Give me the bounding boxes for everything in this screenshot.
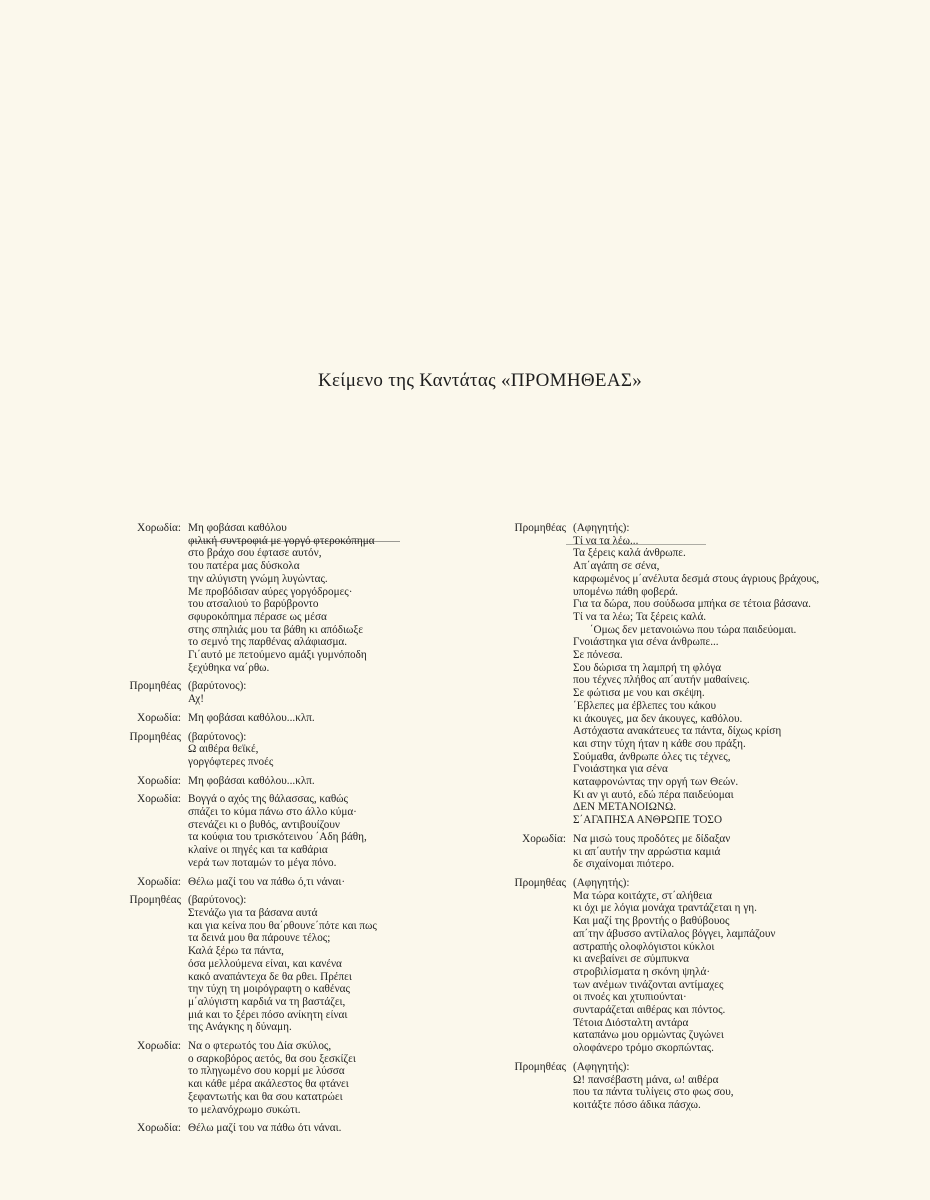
verse-line: (βαρύτονος): (188, 894, 247, 907)
verse-line: νερά των ποταμών το μέγα πόνο. (188, 856, 337, 869)
verse-line: Μη φοβάσαι καθόλου (188, 522, 287, 534)
verse-block (108, 1040, 468, 1116)
verse-line: το μελανόχρωμο συκώτι. (188, 1103, 301, 1116)
verse-line: Στενάζω για τα βάσανα αυτά (188, 906, 318, 919)
speaker-label: Χορωδία: (137, 774, 181, 787)
speaker-label: Χορωδία: (137, 875, 181, 888)
verse-line: Και μαζί της βροντής ο βαθύβουος (573, 915, 730, 928)
verse-text (188, 731, 468, 769)
verse-block (108, 876, 468, 889)
verse-block (108, 712, 468, 725)
verse-text (188, 894, 468, 1034)
verse-line: κι όχι με λόγια μονάχα τραντάζεται η γη. (573, 902, 757, 915)
verse-line: Σούμαθα, άνθρωπε όλες τις τέχνες, (573, 750, 731, 763)
verse-line: μ΄αλύγιστη καρδιά να τη βαστάζει, (188, 995, 346, 1008)
speaker-label: Χορωδία: (137, 711, 181, 724)
verse-text (573, 877, 910, 1055)
verse-line: Να μισώ τους προδότες με δίδαξαν (573, 832, 731, 845)
verse-text (573, 522, 910, 827)
speaker-label: Χορωδία: (137, 1040, 181, 1053)
speaker-label: Προμηθέας (129, 680, 181, 693)
verse-line: που τέχνες πλήθος απ΄αυτήν μαθαίνεις. (573, 674, 750, 687)
verse-line: του πατέρα μας δύσκολα (188, 560, 300, 573)
verse-line: την αλύγιστη γνώμη λυγώντας. (188, 572, 328, 585)
verse-line: τα δεινά μου θα πάρουνε τέλος; (188, 932, 331, 945)
verse-line: Με προβόδισαν αύρες γοργόδρομες· (188, 585, 353, 598)
verse-line: Καλά ξέρω τα πάντα, (188, 945, 284, 958)
verse-line: Τί να τα λέω... (573, 534, 639, 547)
verse-line: Κι αν γι αυτό, εδώ πέρα παιδεύομαι (573, 788, 734, 801)
speaker-label: Προμηθέας (514, 522, 566, 534)
verse-block (490, 877, 910, 1055)
verse-block (490, 833, 910, 871)
verse-line: γοργόφτερες πνοές (188, 755, 274, 768)
verse-line: μιά και το ξέρει πόσο ανίκητη είναι (188, 1008, 348, 1021)
verse-line: φιλική συντροφιά με γοργό φτεροκόπημα (188, 534, 375, 547)
speaker-label: Χορωδία: (137, 793, 181, 806)
verse-text (188, 680, 468, 705)
verse-line: δε σιχαίνομαι πιότερο. (573, 858, 675, 871)
verse-line: στενάζει κι ο βυθός, αντιβουίζουν (188, 818, 340, 831)
verse-line: Σε πόνεσα. (573, 649, 623, 662)
verse-line: Σου δώρισα τη λαμπρή τη φλόγα (573, 661, 722, 674)
verse-line: σπάζει το κύμα πάνω στο άλλο κύμα· (188, 806, 357, 819)
verse-line: ξεφαντωτής και θα σου κατατρώει (188, 1090, 343, 1103)
verse-block (108, 522, 468, 674)
verse-line: στης σπηλιάς μου τα βάθη κι απόδιωξε (188, 623, 364, 636)
verse-line: ΔΕΝ ΜΕΤΑΝΟΙΩΝΩ. (573, 801, 677, 814)
speaker-label: Χορωδία: (137, 1122, 181, 1135)
verse-line: ΄Εβλεπες μα έβλεπες του κάκου (573, 699, 717, 712)
verse-line: Θέλω μαζί του να πάθω ότι νάναι. (188, 1122, 342, 1135)
verse-text (188, 876, 468, 889)
verse-text (188, 775, 468, 788)
verse-line: Σ΄ΑΓΑΠΗΣΑ ΑΝΘΡΩΠΕ ΤΟΣΟ (573, 814, 723, 827)
verse-line: όσα μελλούμενα είναι, και κανένα (188, 957, 342, 970)
verse-line: την τύχη τη μοιρόγραφτη ο καθένας (188, 983, 350, 996)
verse-line: καταφρονώντας την οργή των Θεών. (573, 776, 739, 789)
verse-line: Αστόχαστα ανακάτευες τα πάντα, δίχως κρίση (573, 725, 782, 738)
verse-line: Γνοιάστηκα για σένα άνθρωπε... (573, 636, 719, 649)
verse-line: κοιτάξτε πόσο άδικα πάσχω. (573, 1098, 701, 1111)
verse-line: κι άκουγες, μα δεν άκουγες, καθόλου. (573, 712, 743, 725)
verse-line: καρφωμένος μ΄ανέλυτα δεσμά στους άγριους βράχους, (573, 572, 820, 585)
verse-line: Βογγά ο αχός της θάλασσας, καθώς (188, 793, 348, 806)
verse-text (573, 1061, 910, 1112)
verse-line: Αχ! (188, 693, 204, 706)
verse-line: και για κείνα που θα΄ρθουνε΄πότε και πως (188, 919, 377, 932)
speaker-label: Προμηθέας (514, 1060, 566, 1073)
verse-line: Τέτοια Διόσταλτη αντάρα (573, 1016, 689, 1029)
verse-line: Ω! πανσέβαστη μάνα, ω! αιθέρα (573, 1073, 719, 1086)
verse-line: ο σαρκοβόρος αετός, θα σου ξεσκίζει (188, 1052, 356, 1065)
verse-line: Να ο φτερωτός του Δία σκύλος, (188, 1040, 332, 1053)
verse-line: κλαίνε οι πηγές και τα καθάρια (188, 844, 328, 857)
verse-line: Γνοιάστηκα για σένα (573, 763, 668, 776)
verse-line: καταπάνω μου ορμώντας ζυγώνει (573, 1029, 724, 1042)
speaker-label: Χορωδία: (137, 522, 181, 534)
verse-line: (Αφηγητής): (573, 522, 630, 534)
verse-block (108, 680, 468, 705)
verse-block (108, 894, 468, 1034)
left-column (108, 522, 468, 1141)
verse-line: Τα ξέρεις καλά άνθρωπε. (573, 547, 686, 560)
verse-line: και κάθε μέρα ακάλεστος θα φτάνει (188, 1078, 349, 1091)
verse-line: ολοφάνερο τρόμο σκορπώντας. (573, 1042, 714, 1055)
verse-line: συνταράζεται αιθέρας και πόντος. (573, 1004, 726, 1017)
verse-line: Απ΄αγάπη σε σένα, (573, 560, 660, 573)
page-title: Κείμενο της Καντάτας «ΠΡΟΜΗΘΕΑΣ» (317, 370, 642, 391)
verse-block (108, 775, 468, 788)
verse-line: τα κούφια του τρισκότεινου ΄Αδη βάθη, (188, 831, 367, 844)
verse-line: στο βράχο σου έφτασε αυτόν, (188, 547, 322, 560)
verse-line: του ατσαλιού το βαρύβροντο (188, 598, 319, 611)
verse-block (490, 1061, 910, 1112)
verse-line: ξεχύθηκα να΄ρθω. (188, 661, 270, 674)
verse-line: το πληγωμένο σου κορμί με λύσσα (188, 1065, 345, 1078)
verse-line: της Ανάγκης η δύναμη. (188, 1021, 292, 1034)
verse-line: Για τα δώρα, που σούδωσα μπήκα σε τέτοια βάσανα. (573, 598, 811, 611)
verse-line: κι ανεβαίνει σε σύμπυκνα (573, 953, 690, 966)
speaker-label: Χορωδία: (522, 832, 566, 845)
verse-line: Μη φοβάσαι καθόλου...κλπ. (188, 711, 315, 724)
verse-block (108, 1122, 468, 1135)
verse-line: (βαρύτονος): (188, 730, 247, 743)
verse-line: Μη φοβάσαι καθόλου...κλπ. (188, 774, 315, 787)
verse-block (490, 522, 910, 827)
verse-text (188, 1122, 468, 1135)
verse-line: υπομένω πάθη φοβερά. (573, 585, 678, 598)
verse-line: Τί να τα λέω; Τα ξέρεις καλά. (573, 610, 707, 623)
verse-line: που τα πάντα τυλίγεις στο φως σου, (573, 1086, 734, 1099)
verse-line: οι πνοές και χτυπιούνται· (573, 991, 687, 1004)
verse-line: το σεμνό της παρθένας αλάφιασμα. (188, 636, 348, 649)
verse-line: απ΄την άβυσσο αντίλαλος βόγγει, λαμπάζουν (573, 927, 776, 940)
speaker-label: Προμηθέας (129, 894, 181, 907)
verse-line: και στην τύχη ήταν η κάθε σου πράξη. (573, 737, 746, 750)
verse-block (108, 793, 468, 869)
verse-line: σφυροκόπημα πέρασε ως μέσα (188, 610, 327, 623)
verse-line: ΄Ομως δεν μετανοιώνω που τώρα παιδεύομαι. (573, 623, 797, 636)
verse-text (188, 522, 468, 674)
verse-line: (Αφηγητής): (573, 876, 630, 889)
verse-text (573, 833, 910, 871)
verse-text (188, 712, 468, 725)
right-column (490, 522, 910, 1118)
verse-block (108, 731, 468, 769)
verse-line: (Αφηγητής): (573, 1060, 630, 1073)
verse-line: (βαρύτονος): (188, 680, 247, 693)
verse-line: αστραπής ολοφλόγιστοι κύκλοι (573, 940, 715, 953)
verse-line: Ω αιθέρα θεϊκέ, (188, 743, 259, 756)
verse-line: στροβιλίσματα η σκόνη ψηλά· (573, 965, 711, 978)
speaker-label: Προμηθέας (514, 876, 566, 889)
verse-text (188, 793, 468, 869)
verse-line: Γι΄αυτό με πετούμενο αμάξι γυμνόποδη (188, 649, 367, 662)
verse-line: κι απ΄αυτήν την αρρώστια καμιά (573, 845, 721, 858)
verse-line: Σε φώτισα με νου και σκέψη. (573, 687, 705, 700)
verse-line: Μα τώρα κοιτάχτε, στ΄αλήθεια (573, 889, 713, 902)
verse-line: κακό αναπάντεχα δε θα ρθει. Πρέπει (188, 970, 352, 983)
verse-text (188, 1040, 468, 1116)
speaker-label: Προμηθέας (129, 730, 181, 743)
verse-line: Θέλω μαζί του να πάθω ό,τι νάναι· (188, 875, 346, 888)
verse-line: των ανέμων τινάζονται αντίμαχες (573, 978, 724, 991)
